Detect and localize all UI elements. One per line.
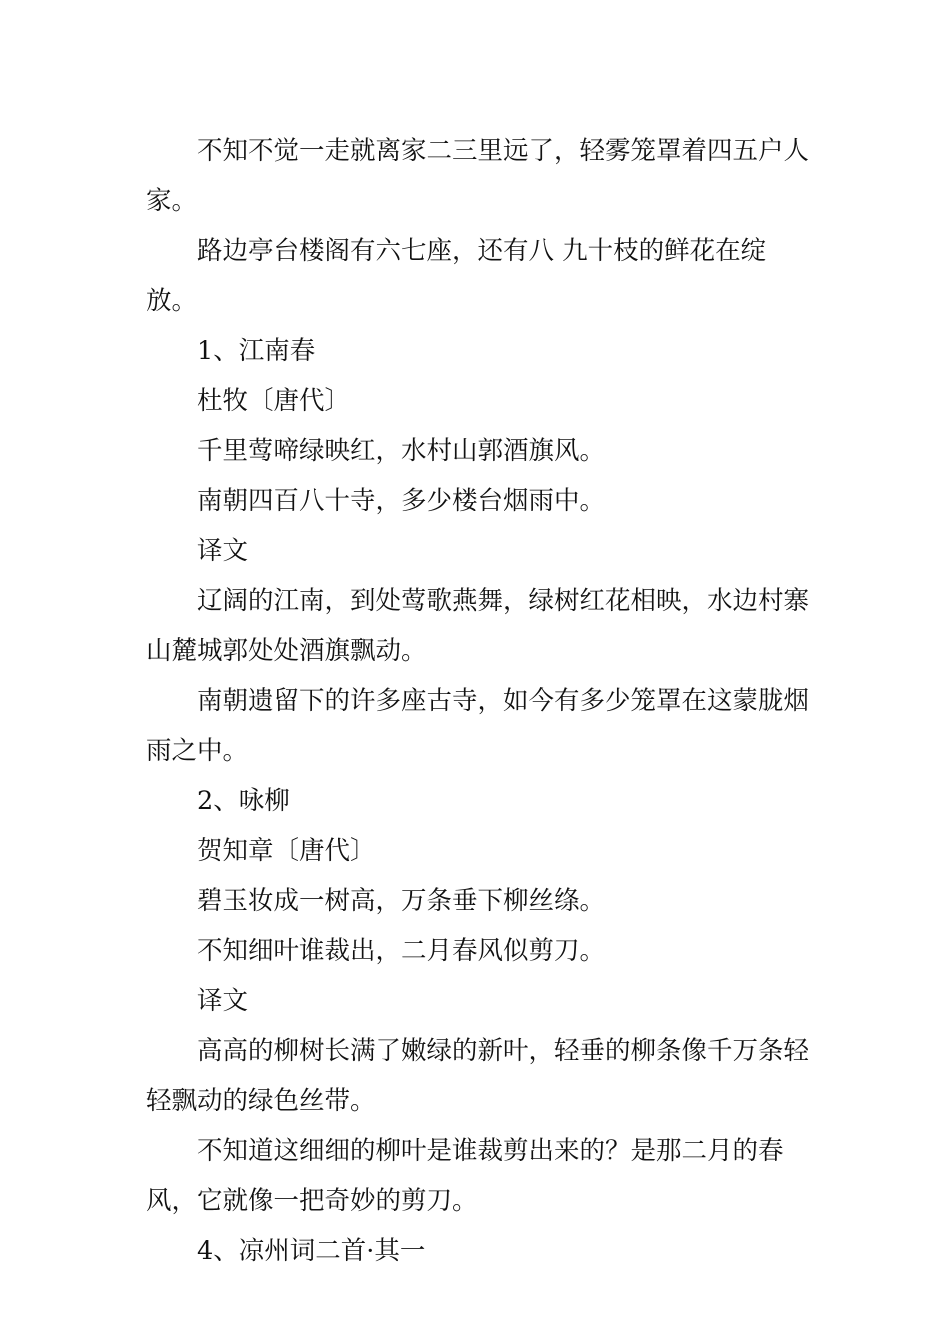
poem-line: 南朝四百八十寺，多少楼台烟雨中。 <box>197 486 606 516</box>
poem-author: 杜牧〔唐代〕 <box>197 386 351 416</box>
poem-title: 2、咏柳 <box>197 786 290 816</box>
translation-heading: 译文 <box>197 536 249 566</box>
translation-paragraph: 不知道这细细的柳叶是谁裁剪出来的？是那二月的春风，它就像一把奇妙的剪刀。 <box>146 1136 784 1216</box>
translation-paragraph: 高高的柳树长满了嫩绿的新叶，轻垂的柳条像千万条轻轻飘动的绿色丝带。 <box>146 1036 810 1116</box>
poem-author: 贺知章〔唐代〕 <box>197 836 376 866</box>
translation-paragraph: 辽阔的江南，到处莺歌燕舞，绿树红花相映，水边村寨山麓城郭处处酒旗飘动。 <box>146 586 810 666</box>
paragraph: 路边亭台楼阁有六七座，还有八 九十枝的鲜花在绽放。 <box>146 236 767 316</box>
translation-paragraph: 南朝遗留下的许多座古寺，如今有多少笼罩在这蒙胧烟雨之中。 <box>146 686 810 766</box>
poem-title: 4、凉州词二首·其一 <box>197 1236 426 1266</box>
poem-line: 不知细叶谁裁出，二月春风似剪刀。 <box>197 936 606 966</box>
poem-line: 千里莺啼绿映红，水村山郭酒旗风。 <box>197 436 606 466</box>
body-text <box>146 126 811 1276</box>
translation-heading: 译文 <box>197 986 249 1016</box>
paragraph: 不知不觉一走就离家二三里远了，轻雾笼罩着四五户人家。 <box>146 136 810 216</box>
poem-title: 1、江南春 <box>197 336 316 366</box>
poem-line: 碧玉妆成一树高，万条垂下柳丝绦。 <box>197 886 606 916</box>
